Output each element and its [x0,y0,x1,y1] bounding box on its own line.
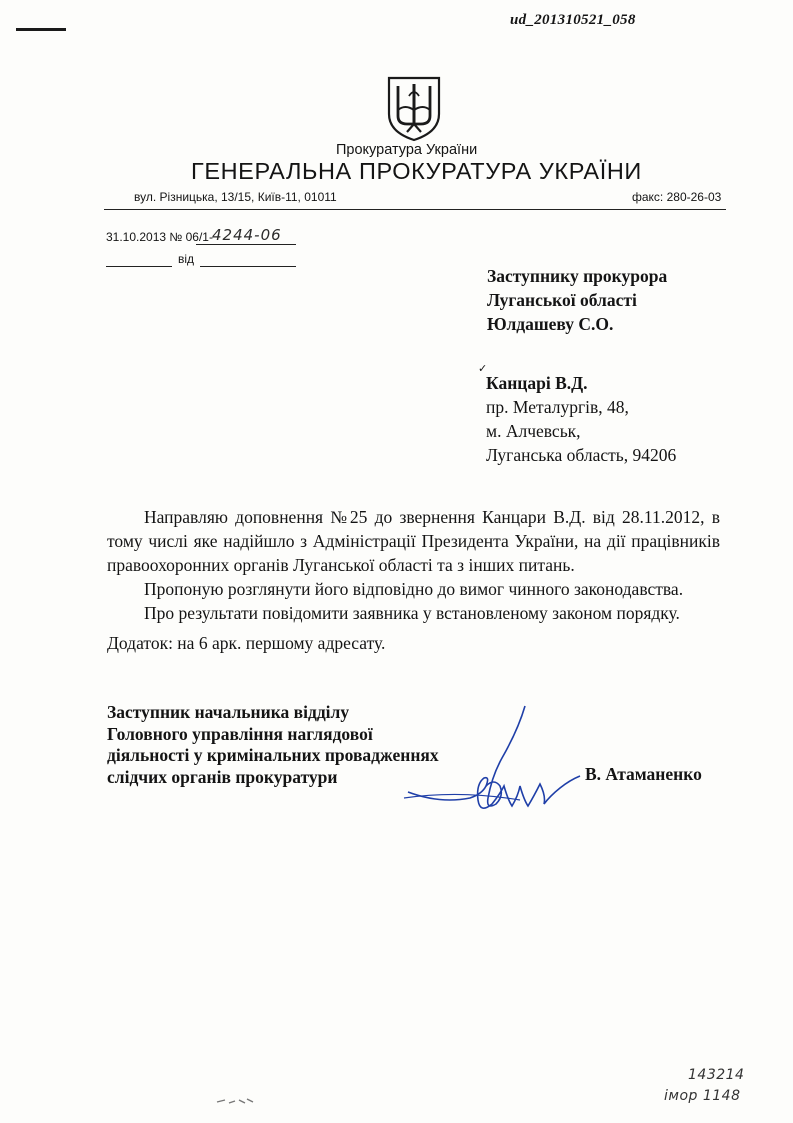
recipient-primary-line: Заступнику прокурора [487,266,668,286]
blank-from-label: від [178,252,195,266]
body-paragraph: Направляю доповнення №25 до звернення Канцари В.Д. від 28.11.2012, в тому числі яке надійшло з Адміністрації Президента України, на дії працівників правоохоронних органів Луганської області та з інших питань. [107,507,720,575]
recipient-secondary-name: Канцарі В.Д. [486,373,588,393]
check-mark-icon: ✓ [478,363,488,375]
blank-line-right [200,266,296,267]
organization-name-title: ГЕНЕРАЛЬНА ПРОКУРАТУРА УКРАЇНИ [191,158,642,184]
trident-coat-of-arms-icon [385,74,443,142]
position-line: Заступник начальника відділу [107,702,350,722]
blank-line-left [106,266,172,267]
signatory-name: В. Атаманенко [585,764,702,784]
organization-name-small: Прокуратура України [336,142,478,158]
position-line: слідчих органів прокуратури [107,766,338,787]
body-paragraph: Пропоную розглянути його відповідно до вимог чинного законодавства. [144,579,684,599]
address-line: м. Алчевськ, [486,421,581,441]
handwritten-note: 143214 [688,1067,745,1083]
handwritten-signature [400,700,590,840]
registration-date-number: 31.10.2013 № 06/1- [106,230,213,244]
organization-fax: факс: 280-26-03 [632,190,722,204]
letterhead-divider [104,209,726,210]
document-id: ud_201310521_058 [510,12,636,28]
corner-mark [16,28,66,31]
registration-underline [196,244,296,245]
attachment-note: Додаток: на 6 арк. першому адресату. [107,633,386,653]
recipient-primary [487,264,667,336]
body-paragraph: Про результати повідомити заявника у встановленому законом порядку. [144,603,680,623]
recipient-secondary-address [486,395,676,467]
organization-address: вул. Різницька, 13/15, Київ-11, 01011 [134,190,337,204]
scan-smudge [215,1094,255,1108]
handwritten-note: імор 1148 [664,1088,741,1104]
position-line: Головного управління наглядової [107,723,373,744]
address-line: Луганська область, 94206 [486,445,677,465]
address-line: пр. Металургів, 48, [486,397,629,417]
letter-body [107,505,720,625]
position-line: діяльності у кримінальних провадженнях [107,745,439,765]
registration-handwritten-number: 4244-06 [212,226,282,244]
signatory-position [107,702,439,788]
recipient-primary-line: Луганської області [487,290,637,310]
recipient-primary-line: Юлдашеву С.О. [487,314,614,334]
